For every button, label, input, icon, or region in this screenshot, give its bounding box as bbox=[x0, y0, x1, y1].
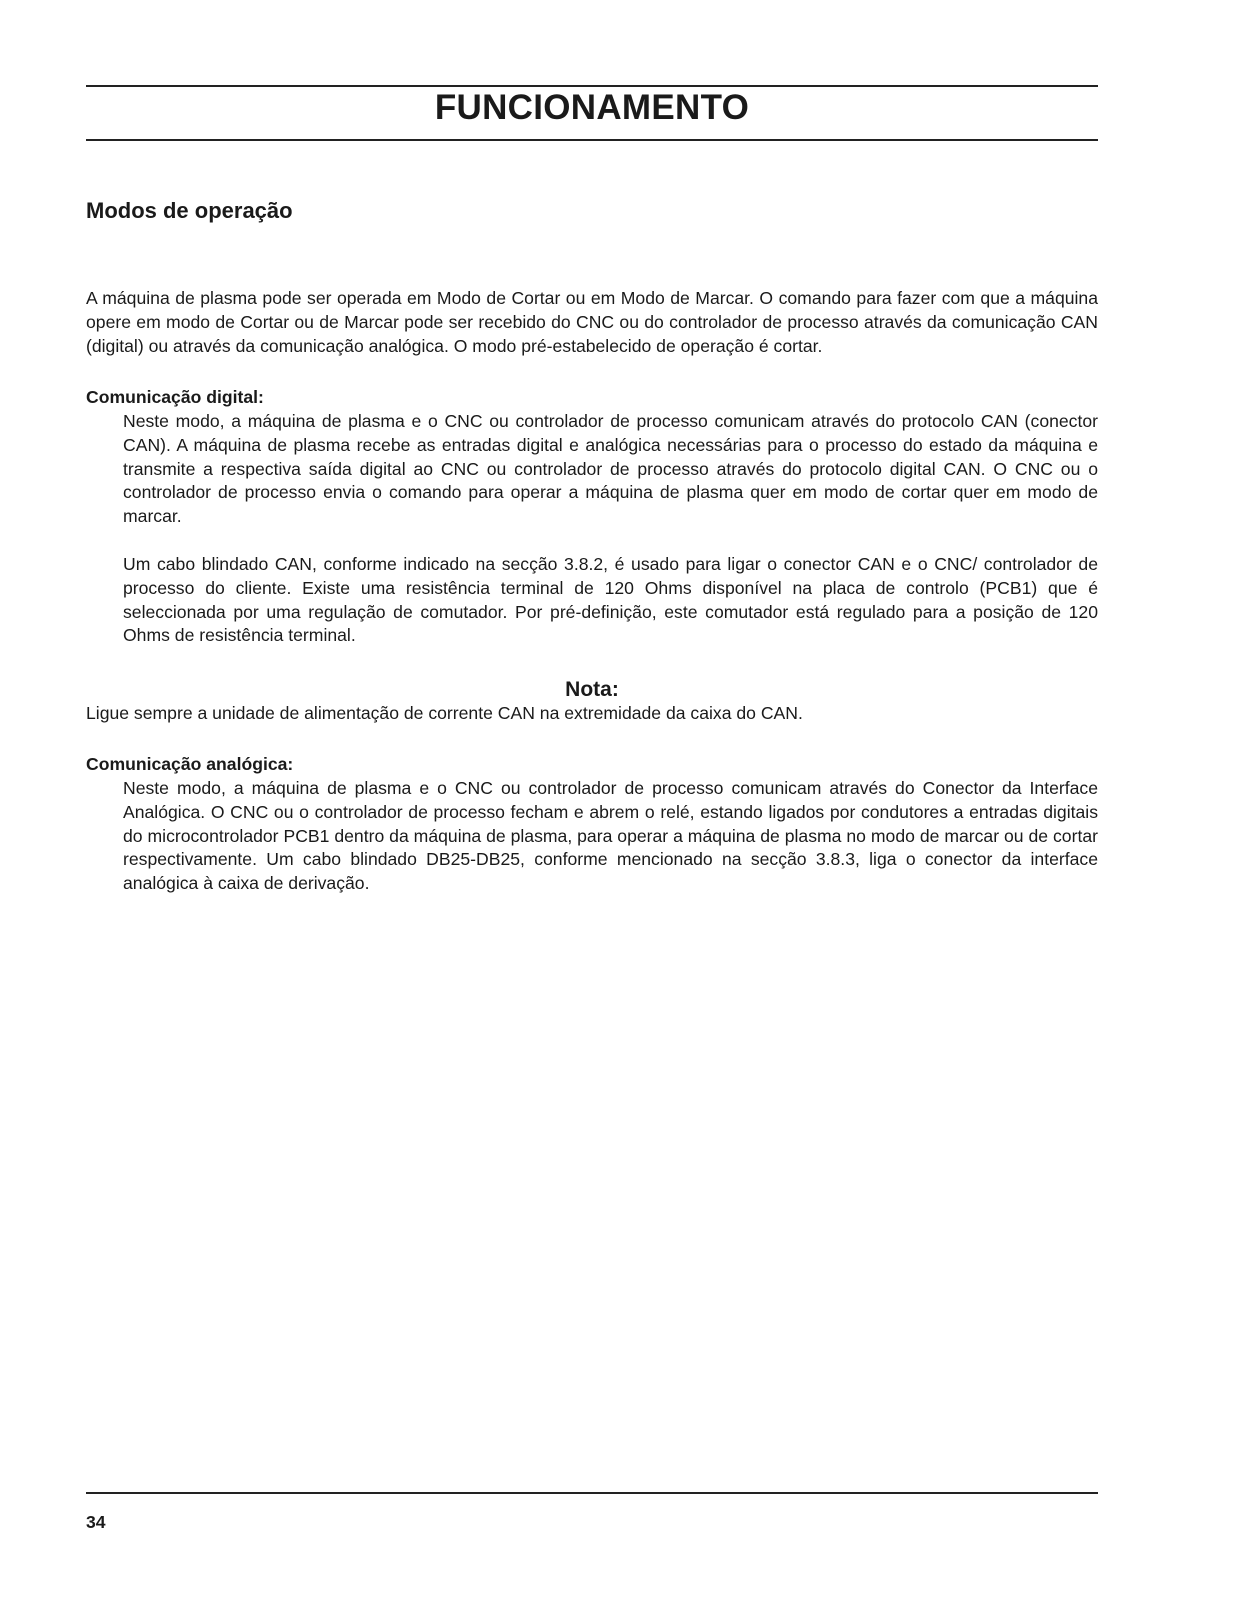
chapter-title: FUNCIONAMENTO bbox=[434, 88, 750, 127]
header-top-rule bbox=[86, 85, 1098, 87]
header-bottom-rule bbox=[86, 139, 1098, 141]
note-text: Ligue sempre a unidade de alimentação de corrente CAN na extremidade da caixa do CAN. bbox=[86, 703, 803, 723]
digital-communication-heading: Comunicação digital: bbox=[86, 387, 264, 407]
note-title: Nota: bbox=[565, 678, 619, 701]
analog-paragraph: Neste modo, a máquina de plasma e o CNC ou controlador de processo comunicam através do Conector da Interface Analógica. O CNC ou o controlador de processo fecham e abrem o relé, estando ligados por condutores a entradas digitais do microcontrolador PCB1 dentro da máquina de plasma, para operar a máquina de plasma no modo de marcar ou de cortar respectivamente. Um cabo blindado DB25-DB25, conforme mencionado na secção 3.8.3, liga o conector da interface analógica à caixa de derivação. bbox=[123, 778, 1098, 894]
page-number: 34 bbox=[86, 1512, 106, 1532]
footer-rule bbox=[86, 1492, 1098, 1494]
section-heading: Modos de operação bbox=[86, 198, 293, 223]
digital-paragraph-1: Neste modo, a máquina de plasma e o CNC ou controlador de processo comunicam através do protocolo CAN (conector CAN). A máquina de plasma recebe as entradas digital e analógica necessárias para o processo do estado da máquina e transmite a respectiva saída digital ao CNC ou controlador de processo através do protocolo digital CAN. O CNC ou o controlador de processo envia o comando para operar a máquina de plasma quer em modo de cortar quer em modo de marcar. bbox=[123, 411, 1098, 527]
analog-communication-heading: Comunicação analógica: bbox=[86, 754, 294, 774]
digital-paragraph-2: Um cabo blindado CAN, conforme indicado na secção 3.8.2, é usado para ligar o conector CAN e o CNC/ controlador de processo do cliente. Existe uma resistência terminal de 120 Ohms disponível na placa de controlo (PCB1) que é seleccionada por uma regulação de comutador. Por pré-definição, este comutador está regulado para a posição de 120 Ohms de resistência terminal. bbox=[123, 554, 1098, 646]
intro-paragraph: A máquina de plasma pode ser operada em Modo de Cortar ou em Modo de Marcar. O comando para fazer com que a máquina opere em modo de Cortar ou de Marcar pode ser recebido do CNC ou do controlador de processo através da comunicação CAN (digital) ou através da comunicação analógica. O modo pré-estabelecido de operação é cortar. bbox=[86, 288, 1098, 356]
